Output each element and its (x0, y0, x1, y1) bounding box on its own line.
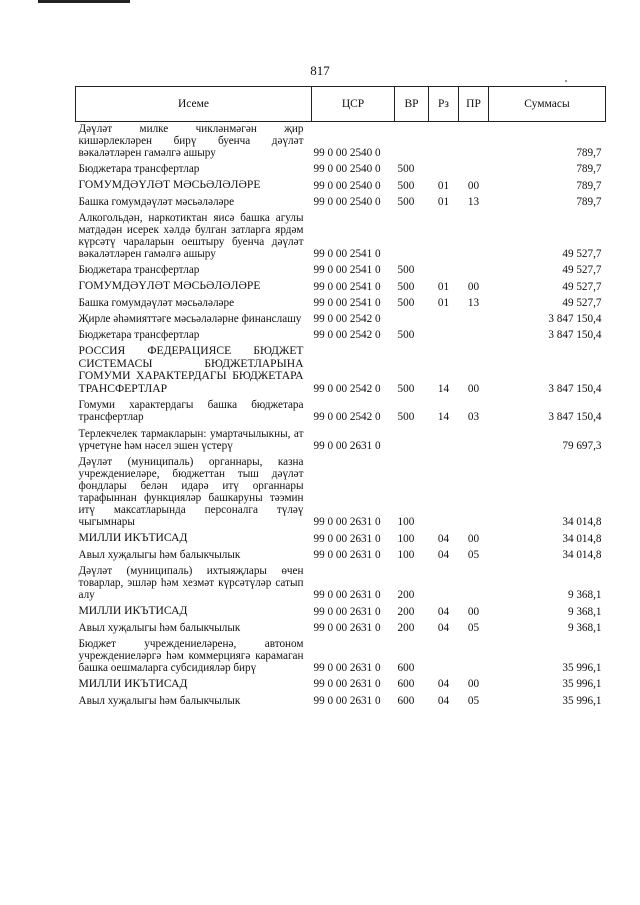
cell-csr: 99 0 00 2631 0 (313, 548, 381, 561)
table-row (76, 178, 606, 195)
cell-name: Башка гомумдәүләт мәсьәләләре (78, 296, 235, 309)
cell-rz (429, 211, 459, 263)
cell-pr: 00 (467, 678, 480, 691)
cell-rz (429, 328, 459, 344)
cell-rz: 01 (437, 280, 450, 293)
cell-sum: 9 368,1 (567, 605, 602, 618)
cell-name: Бюджетара трансфертлар (78, 163, 200, 176)
table-row (76, 312, 606, 328)
cell-name: Гомуми характердагы башка бюджетара трансфертлар (78, 399, 304, 424)
cell-name: Бюджет учреждениеләренә, автоном учреждениеләргә һәм коммерциягә карамаган башка оешмаларга субсидияләр бирү (78, 637, 304, 674)
cell-pr (459, 427, 489, 455)
cell-name: Авыл хуҗалыгы һәм балыкчылык (78, 621, 241, 634)
cell-csr: 99 0 00 2631 0 (313, 678, 381, 691)
cell-csr: 99 0 00 2541 0 (313, 296, 381, 309)
cell-rz (429, 162, 459, 178)
cell-name: МИЛЛИ ИКЪТИСАД (78, 531, 188, 545)
cell-pr: 05 (467, 694, 480, 707)
header-pr: ПР (459, 87, 489, 122)
cell-pr (459, 564, 489, 604)
cell-name: МИЛЛИ ИКЪТИСАД (78, 604, 188, 618)
cell-rz: 04 (437, 605, 450, 618)
cell-name: ГОМУМДӘҮЛӘТ МӘСЬӘЛӘЛӘРЕ (78, 178, 261, 192)
cell-vr: 100 (397, 532, 415, 545)
cell-pr (459, 328, 489, 344)
cell-pr (459, 122, 489, 163)
cell-csr: 99 0 00 2541 0 (313, 264, 381, 277)
scan-edge-mark (38, 0, 130, 3)
budget-table (75, 86, 606, 710)
table-row (76, 677, 606, 694)
table-row (76, 427, 606, 455)
cell-name: Бюджетара трансфертлар (78, 264, 200, 277)
cell-rz (429, 455, 459, 532)
cell-rz: 14 (437, 383, 450, 396)
cell-sum: 49 527,7 (562, 264, 602, 277)
cell-name: Җирле әһәмияттәге мәсьәләләрне финанслашу (78, 313, 302, 326)
cell-sum: 34 014,8 (562, 548, 602, 561)
cell-name: ГОМУМДӘҮЛӘТ МӘСЬӘЛӘЛӘРЕ (78, 279, 261, 293)
cell-csr: 99 0 00 2631 0 (313, 661, 381, 674)
cell-name: Авыл хуҗалыгы һәм балыкчылык (78, 694, 241, 707)
cell-pr: 13 (467, 195, 480, 208)
table-row (76, 296, 606, 312)
cell-csr: 99 0 00 2542 0 (313, 329, 381, 342)
cell-vr: 500 (397, 179, 415, 192)
cell-rz: 01 (437, 296, 450, 309)
table-header-row (76, 87, 606, 122)
cell-csr: 99 0 00 2631 0 (313, 621, 381, 634)
cell-sum: 789,7 (576, 195, 602, 208)
cell-csr: 99 0 00 2631 0 (313, 532, 381, 545)
cell-name: МИЛЛИ ИКЪТИСАД (78, 677, 188, 691)
cell-name: Авыл хуҗалыгы һәм балыкчылык (78, 548, 241, 561)
cell-name: Бюджетара трансфертлар (78, 329, 200, 342)
table-row (76, 398, 606, 426)
table-row (76, 279, 606, 296)
cell-pr (459, 455, 489, 532)
cell-name: Дәүләт (муниципаль) органнары, казна учреждениеләре, бюджеттан тыш дәүләт фондлары белән идарә итү органнары тарафыннан функцияләр башкаруны тәэмин итү максатларында персоналга түләү чыгымнары (78, 455, 304, 529)
cell-rz: 04 (437, 532, 450, 545)
header-vr: ВР (395, 87, 429, 122)
cell-sum: 34 014,8 (562, 532, 602, 545)
cell-pr (459, 312, 489, 328)
cell-rz: 04 (437, 548, 450, 561)
cell-name: Дәүләт милке чикләнмәгән җир кишәрлекләрен бирү буенча дәүләт вәкаләтләрен гамәлгә ашыру (78, 123, 304, 160)
cell-vr: 200 (397, 605, 415, 618)
cell-rz: 04 (437, 621, 450, 634)
cell-vr: 600 (397, 678, 415, 691)
cell-rz (429, 637, 459, 677)
cell-pr: 05 (467, 621, 480, 634)
cell-vr: 200 (397, 589, 415, 602)
cell-vr: 500 (397, 383, 415, 396)
cell-pr: 00 (467, 383, 480, 396)
cell-sum: 34 014,8 (562, 516, 602, 529)
cell-vr: 500 (397, 296, 415, 309)
cell-name: РОССИЯ ФЕДЕРАЦИЯСЕ БЮДЖЕТ СИСТЕМАСЫ БЮДЖЕТЛАРЫНА ГОМУМИ ХАРАКТЕРДАГЫ БЮДЖЕТАРА ТРАНСФЕРТЛАР (78, 344, 304, 395)
page-number: 817 (310, 63, 330, 78)
table-row (76, 455, 606, 532)
cell-csr: 99 0 00 2540 0 (313, 147, 381, 160)
cell-name: Дәүләт (муниципаль) ихтыяҗлары өчен товарлар, эшләр һәм хезмәт күрсәтүләр сатып алу (78, 564, 304, 602)
cell-pr (459, 211, 489, 263)
cell-name: Терлекчелек тармакларын: умартачылыкны, ат үрчетүне һәм нәсел эшен үстерү (78, 427, 304, 452)
header-name: Исеме (76, 87, 312, 122)
cell-rz: 01 (437, 195, 450, 208)
cell-sum: 3 847 150,4 (548, 313, 602, 326)
cell-rz (429, 122, 459, 163)
cell-csr: 99 0 00 2631 0 (313, 439, 381, 452)
cell-vr (395, 211, 429, 263)
cell-csr: 99 0 00 2542 0 (313, 411, 381, 424)
cell-vr: 200 (397, 621, 415, 634)
cell-sum: 3 847 150,4 (548, 411, 602, 424)
table-row (76, 344, 606, 398)
table-row (76, 604, 606, 621)
table-row (76, 621, 606, 637)
cell-csr: 99 0 00 2542 0 (313, 383, 381, 396)
cell-pr: 13 (467, 296, 480, 309)
cell-rz (429, 312, 459, 328)
cell-vr: 500 (397, 195, 415, 208)
table-row (76, 263, 606, 279)
cell-rz: 01 (437, 179, 450, 192)
cell-sum: 789,7 (576, 147, 602, 160)
cell-sum: 3 847 150,4 (548, 329, 602, 342)
cell-sum: 3 847 150,4 (548, 383, 602, 396)
table-row (76, 564, 606, 604)
cell-rz: 14 (437, 411, 450, 424)
cell-pr: 05 (467, 548, 480, 561)
cell-vr: 600 (397, 661, 415, 674)
cell-vr: 600 (397, 694, 415, 707)
cell-vr: 500 (397, 280, 415, 293)
cell-rz: 04 (437, 678, 450, 691)
cell-pr (459, 263, 489, 279)
cell-sum: 35 996,1 (562, 661, 602, 674)
cell-vr: 500 (397, 329, 415, 342)
cell-csr: 99 0 00 2631 0 (313, 605, 381, 618)
cell-pr: 00 (467, 532, 480, 545)
cell-sum: 35 996,1 (562, 694, 602, 707)
cell-vr: 100 (397, 516, 415, 529)
cell-csr: 99 0 00 2542 0 (313, 313, 381, 326)
table-row (76, 531, 606, 548)
cell-csr: 99 0 00 2541 0 (313, 248, 381, 261)
cell-pr: 03 (467, 411, 480, 424)
cell-vr: 500 (397, 163, 415, 176)
table-row (76, 211, 606, 263)
cell-sum: 9 368,1 (567, 589, 602, 602)
cell-pr: 00 (467, 179, 480, 192)
cell-rz (429, 564, 459, 604)
table-row (76, 548, 606, 564)
table-row (76, 637, 606, 677)
table-row (76, 328, 606, 344)
cell-csr: 99 0 00 2540 0 (313, 195, 381, 208)
cell-csr: 99 0 00 2540 0 (313, 163, 381, 176)
cell-sum: 9 368,1 (567, 621, 602, 634)
cell-pr (459, 162, 489, 178)
cell-csr: 99 0 00 2631 0 (313, 516, 381, 529)
cell-csr: 99 0 00 2631 0 (313, 589, 381, 602)
header-sum: Суммасы (489, 87, 606, 122)
cell-sum: 789,7 (576, 179, 602, 192)
cell-rz: 04 (437, 694, 450, 707)
cell-pr (459, 637, 489, 677)
cell-vr (395, 122, 429, 163)
cell-vr: 500 (397, 411, 415, 424)
cell-sum: 49 527,7 (562, 248, 602, 261)
cell-pr: 00 (467, 605, 480, 618)
cell-vr: 500 (397, 264, 415, 277)
cell-vr: 100 (397, 548, 415, 561)
cell-csr: 99 0 00 2631 0 (313, 694, 381, 707)
cell-csr: 99 0 00 2541 0 (313, 280, 381, 293)
cell-rz (429, 427, 459, 455)
cell-name: Алкогольдән, наркотиктан яисә башка агулы матдәдән исерек хәлдә булган затларга ярдәм күрсәтү чараларын оештыру буенча дәүләт вәкаләтләрен гамәлгә ашыру (78, 211, 304, 261)
table-row (76, 162, 606, 178)
header-rz: Рз (429, 87, 459, 122)
cell-vr (395, 427, 429, 455)
cell-rz (429, 263, 459, 279)
scan-speck (565, 80, 567, 82)
table-row (76, 694, 606, 710)
cell-sum: 49 527,7 (562, 280, 602, 293)
cell-sum: 79 697,3 (562, 439, 602, 452)
cell-sum: 789,7 (576, 163, 602, 176)
table-row (76, 195, 606, 211)
cell-pr: 00 (467, 280, 480, 293)
header-csr: ЦСР (312, 87, 395, 122)
cell-name: Башка гомумдәүләт мәсьәләләре (78, 195, 235, 208)
cell-csr: 99 0 00 2540 0 (313, 179, 381, 192)
cell-sum: 49 527,7 (562, 296, 602, 309)
cell-vr (395, 312, 429, 328)
table-row (76, 122, 606, 163)
cell-sum: 35 996,1 (562, 678, 602, 691)
